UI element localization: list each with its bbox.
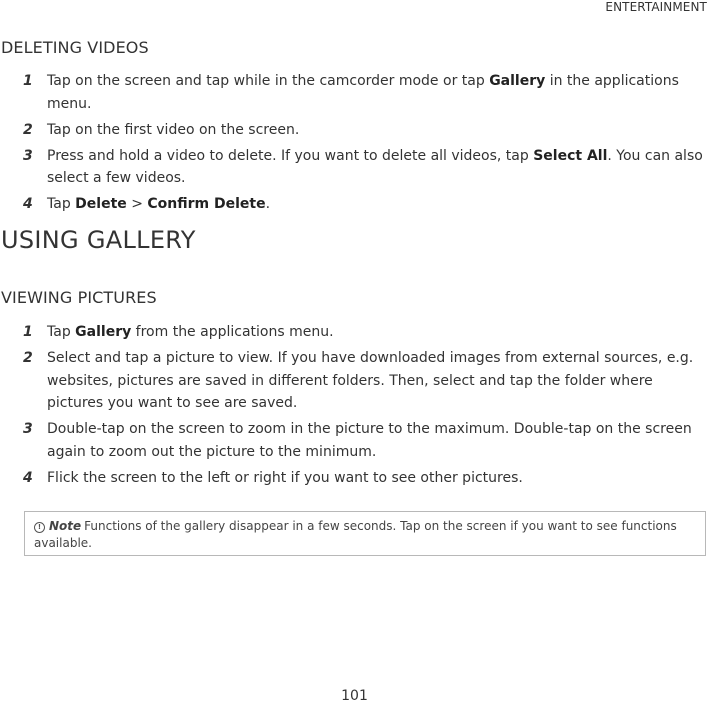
step-text: > bbox=[126, 196, 148, 212]
list-item bbox=[0, 119, 709, 142]
step-number: 3 bbox=[23, 421, 33, 437]
step-text: . bbox=[265, 196, 271, 212]
list-item bbox=[0, 145, 709, 190]
note-box bbox=[24, 511, 706, 556]
step-number: 1 bbox=[23, 73, 33, 89]
step-text: Press and hold a video to delete. If you want to delete all videos, tap bbox=[47, 147, 534, 164]
step-number: 4 bbox=[23, 469, 33, 486]
step-text: from the applications menu. bbox=[131, 324, 334, 340]
step-bold-gallery: Gallery bbox=[489, 73, 546, 89]
step-number: 2 bbox=[23, 350, 33, 366]
step-number: 1 bbox=[23, 324, 33, 340]
section-title-viewing-pictures: VIEWING PICTURES bbox=[1, 288, 157, 307]
step-text: Tap on the screen and tap while in the camcorder mode or tap bbox=[47, 73, 490, 89]
step-number: 4 bbox=[23, 196, 33, 212]
step-bold-delete: Delete bbox=[75, 196, 127, 212]
viewing-pictures-steps bbox=[0, 321, 709, 493]
list-item bbox=[0, 467, 709, 490]
step-number: 2 bbox=[23, 121, 33, 138]
step-text: Double-tap on the screen to zoom in the picture to the maximum. Double-tap on the screen again to zoom out the picture to the minimum. bbox=[47, 421, 692, 460]
deleting-videos-steps bbox=[0, 70, 709, 219]
step-text: in the applications menu. bbox=[47, 73, 679, 112]
step-number: 3 bbox=[23, 147, 33, 164]
page-number: 101 bbox=[341, 688, 368, 704]
info-icon: ! bbox=[34, 522, 45, 533]
list-item bbox=[0, 321, 709, 344]
step-text: Flick the screen to the left or right if you want to see other pictures. bbox=[47, 469, 523, 486]
step-bold-confirm-delete: Confirm Delete bbox=[147, 196, 266, 212]
step-bold-gallery: Gallery bbox=[75, 324, 132, 340]
step-text: Tap on the first video on the screen. bbox=[47, 121, 300, 138]
note-text: Functions of the gallery disappear in a few seconds. Tap on the screen if you want to see functions available. bbox=[34, 519, 677, 550]
list-item bbox=[0, 347, 709, 415]
list-item bbox=[0, 70, 709, 115]
note-label: Note bbox=[49, 519, 82, 533]
step-text: . You can also select a few videos. bbox=[47, 147, 703, 186]
step-bold-select-all: Select All bbox=[533, 147, 608, 164]
step-text: Tap bbox=[47, 196, 76, 212]
list-item bbox=[0, 418, 709, 463]
page-header-chapter: ENTERTAINMENT bbox=[605, 0, 707, 14]
chapter-title-using-gallery: USING GALLERY bbox=[1, 226, 196, 254]
list-item bbox=[0, 193, 709, 216]
section-title-deleting-videos: DELETING VIDEOS bbox=[1, 38, 149, 57]
step-text: Tap bbox=[47, 324, 76, 340]
step-text: Select and tap a picture to view. If you have downloaded images from external sources, e.g. websites, pictures are saved in different folders. Then, select and tap the folder where pictures you want to see are saved. bbox=[47, 350, 694, 411]
